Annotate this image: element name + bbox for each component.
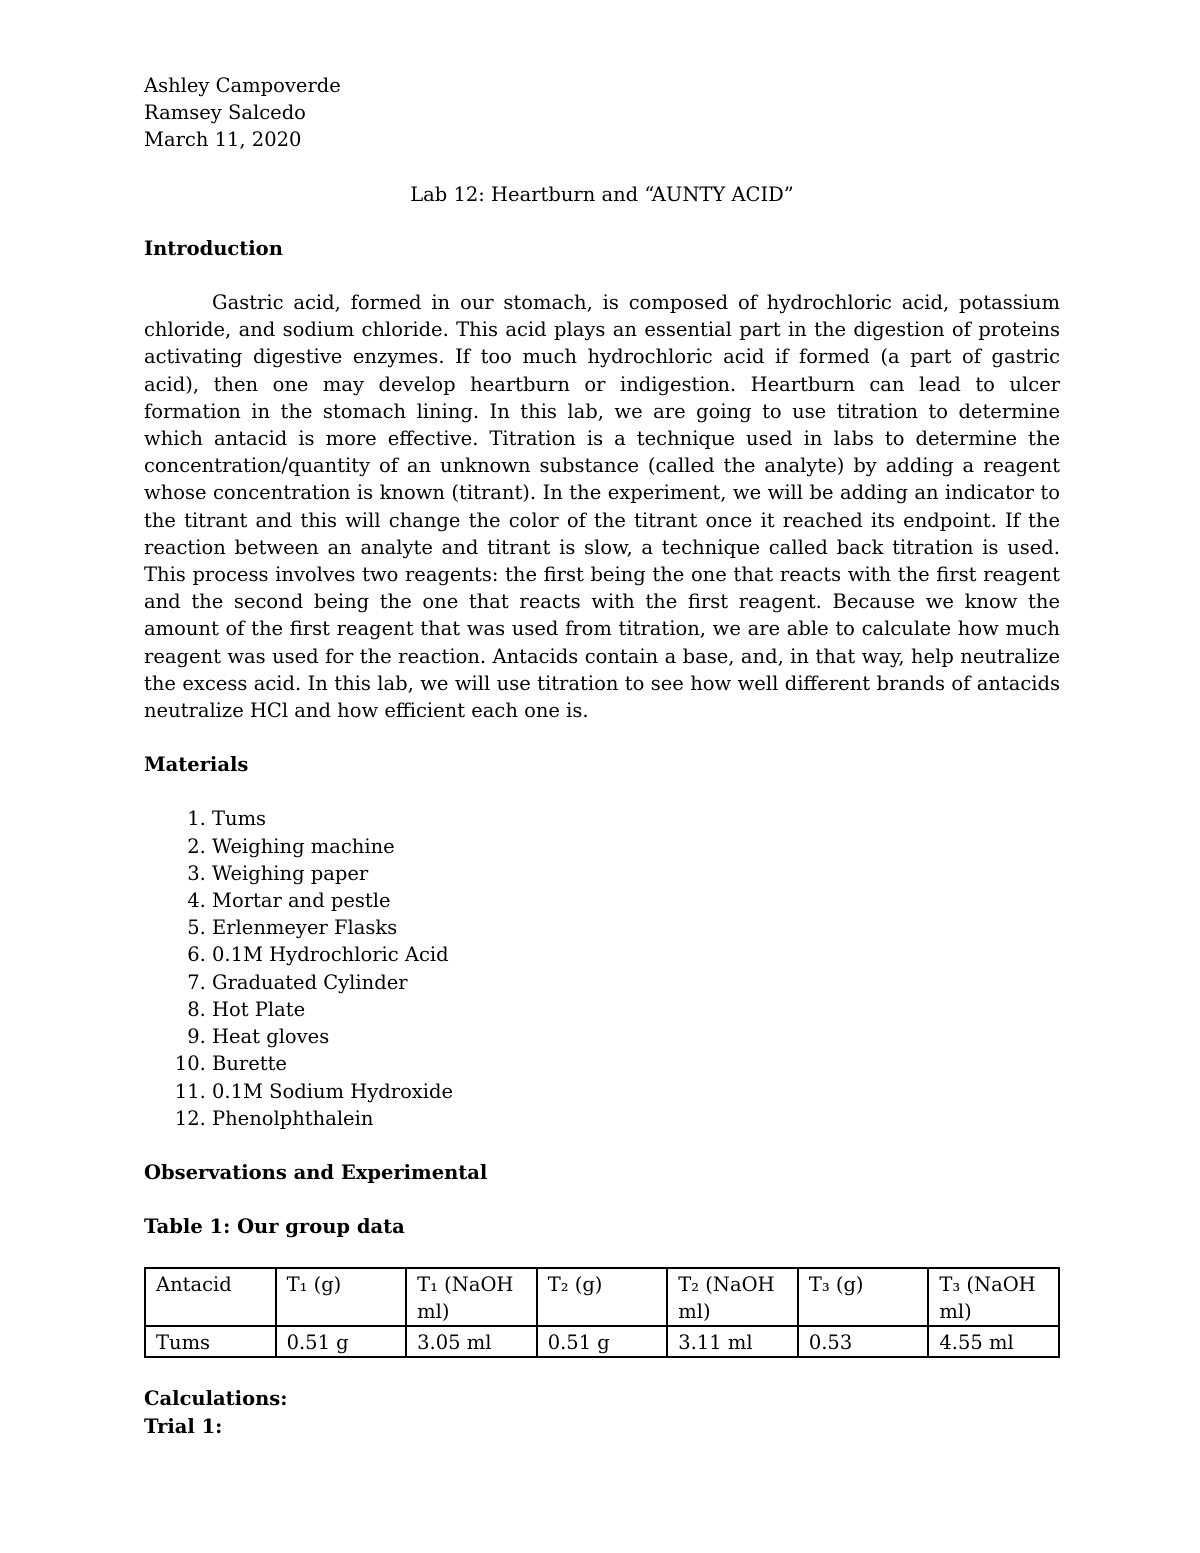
calculations-heading: Calculations:: [144, 1387, 288, 1411]
list-item: 5. Erlenmeyer Flasks: [212, 914, 1060, 941]
table-caption: Table 1: Our group data: [144, 1215, 405, 1239]
report-title: Lab 12: Heartburn and “AUNTY ACID”: [410, 182, 794, 206]
introduction-heading: Introduction: [144, 236, 283, 260]
table-header-row: [145, 1268, 1059, 1326]
table-cell: 0.51 g: [537, 1326, 668, 1357]
list-item: 1. Tums: [212, 805, 1060, 832]
table-header-cell: T₁ (NaOH ml): [406, 1268, 537, 1326]
table-header-cell: T₂ (g): [537, 1268, 668, 1326]
table-cell: 3.05 ml: [406, 1326, 537, 1357]
list-item: 9. Heat gloves: [212, 1023, 1060, 1050]
materials-heading: Materials: [144, 753, 249, 777]
table-cell: 0.51 g: [276, 1326, 407, 1357]
table-header-cell: T₃ (NaOH ml): [928, 1268, 1059, 1326]
list-item: 6. 0.1M Hydrochloric Acid: [212, 941, 1060, 968]
report-date: March 11, 2020: [144, 128, 302, 152]
observations-heading: Observations and Experimental: [144, 1160, 488, 1184]
list-item: 10. Burette: [212, 1050, 1060, 1077]
table-header-cell: Antacid: [145, 1268, 276, 1326]
document-content: [144, 72, 1060, 1440]
table-header-cell: T₁ (g): [276, 1268, 407, 1326]
table-header-cell: T₂ (NaOH ml): [667, 1268, 798, 1326]
group-data-table: [144, 1267, 1060, 1358]
list-item: 11. 0.1M Sodium Hydroxide: [212, 1078, 1060, 1105]
author-block: [144, 72, 1060, 154]
author-name-2: Ramsey Salcedo: [144, 101, 306, 125]
table-cell: 4.55 ml: [928, 1326, 1059, 1357]
trial-1-heading: Trial 1:: [144, 1414, 223, 1438]
table-cell: Tums: [145, 1326, 276, 1357]
table-cell: 0.53: [798, 1326, 929, 1357]
author-name-1: Ashley Campoverde: [144, 74, 341, 97]
table-header-cell: T₃ (g): [798, 1268, 929, 1326]
table-row: [145, 1326, 1059, 1357]
table-cell: 3.11 ml: [667, 1326, 798, 1357]
list-item: 7. Graduated Cylinder: [212, 969, 1060, 996]
list-item: 3. Weighing paper: [212, 860, 1060, 887]
materials-list: [144, 805, 1060, 1131]
list-item: 8. Hot Plate: [212, 996, 1060, 1023]
list-item: 4. Mortar and pestle: [212, 887, 1060, 914]
list-item: 12. Phenolphthalein: [212, 1105, 1060, 1132]
introduction-paragraph: Gastric acid, formed in our stomach, is composed of hydrochloric acid, potassium chloride, and sodium chloride. This acid plays an essential part in the digestion of proteins activating digestive enzymes. If too much hydrochloric acid if formed (a part of gastric acid), then one may develop heartburn or indigestion. Heartburn can lead to ulcer formation in the stomach lining. In this lab, we are going to use titration to determine which antacid is more effective. Titration is a technique used in labs to determine the concentration/quantity of an unknown substance (called the analyte) by adding a reagent whose concentration is known (titrant). In the experiment, we will be adding an indicator to the titrant and this will change the color of the titrant once it reached its endpoint. If the reaction between an analyte and titrant is slow, a technique called back titration is used. This process involves two reagents: the first being the one that reacts with the first reagent and the second being the one that reacts with the first reagent. Because we know the amount of the first reagent that was used from titration, we are able to calculate how much reagent was used for the reaction. Antacids contain a base, and, in that way, help neutralize the excess acid. In this lab, we will use titration to see how well different brands of antacids neutralize HCl and how efficient each one is.: [144, 291, 1060, 723]
list-item: 2. Weighing machine: [212, 833, 1060, 860]
